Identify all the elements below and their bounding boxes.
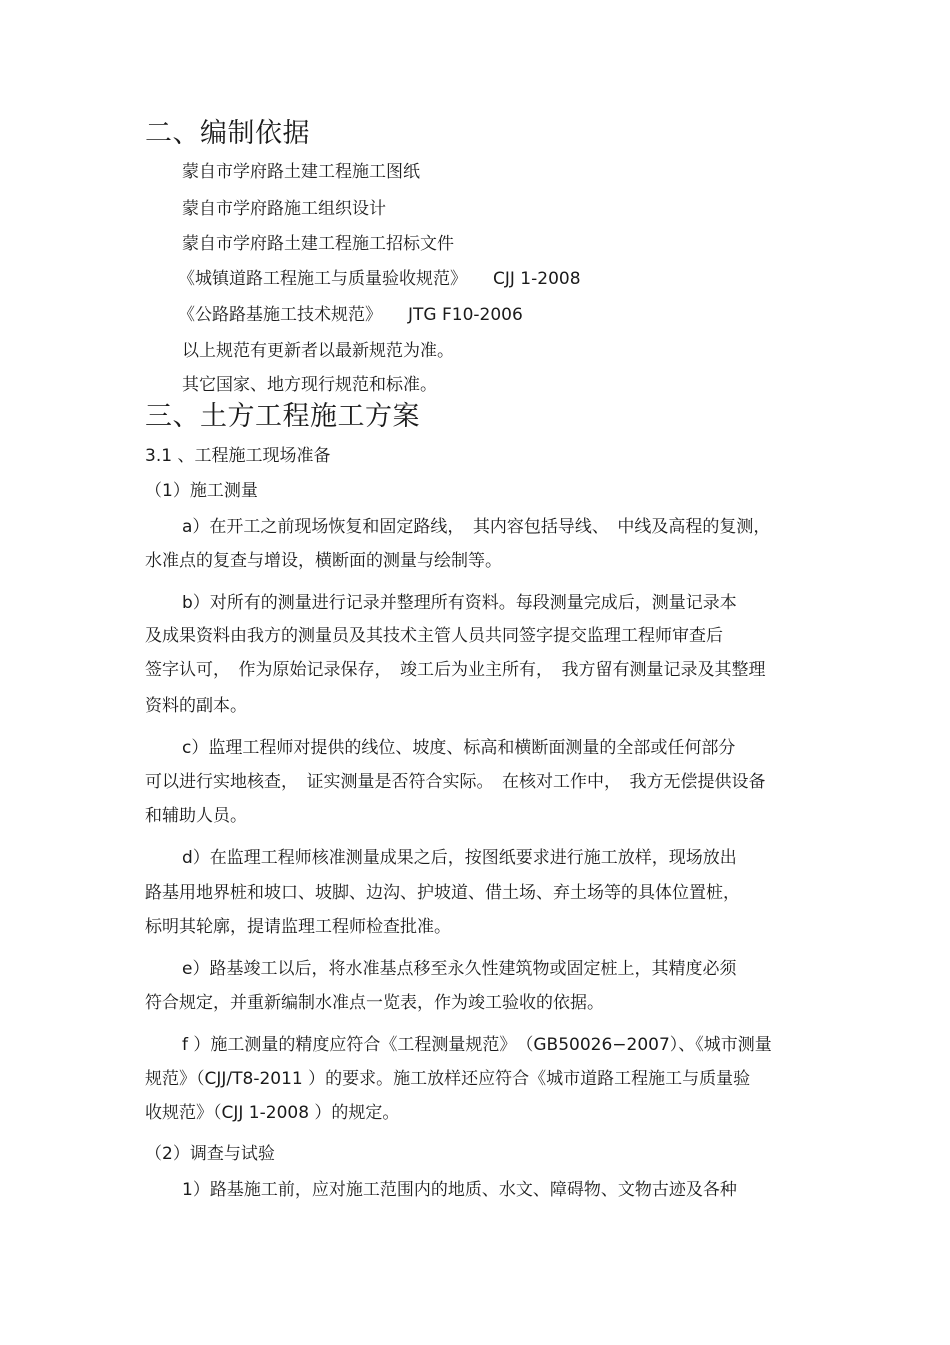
- paragraph-line: a）在开工之前现场恢复和固定路线， 其内容包括导线、 中线及高程的复测，: [182, 517, 771, 537]
- basis-note: 以上规范有更新者以最新规范为准。: [182, 341, 454, 361]
- paragraph-line: 资料的副本。: [145, 696, 247, 716]
- item-heading: （2）调查与试验: [145, 1144, 275, 1164]
- paragraph-line: d）在监理工程师核准测量成果之后，按图纸要求进行施工放样，现场放出: [182, 848, 737, 868]
- paragraph-line: 签字认可， 作为原始记录保存， 竣工后为业主所有， 我方留有测量记录及其整理: [145, 660, 766, 680]
- basis-reference: [178, 303, 523, 327]
- reference-title: 《城镇道路工程施工与质量验收规范》: [178, 269, 467, 289]
- paragraph-line: 规范》（CJJ/T8-2011 ）的要求。施工放样还应符合《城市道路工程施工与质量验: [145, 1069, 751, 1089]
- basis-item: 蒙自市学府路土建工程施工图纸: [182, 162, 420, 182]
- paragraph-line: 可以进行实地核查， 证实测量是否符合实际。 在核对工作中， 我方无偿提供设备: [145, 772, 766, 792]
- paragraph-line: b）对所有的测量进行记录并整理所有资料。每段测量完成后，测量记录本: [182, 593, 737, 613]
- paragraph-line: 水准点的复查与增设，横断面的测量与绘制等。: [145, 551, 502, 571]
- subsection-heading: 3.1 、工程施工现场准备: [145, 446, 331, 466]
- basis-reference: [178, 267, 581, 291]
- paragraph-line: c）监理工程师对提供的线位、坡度、标高和横断面测量的全部或任何部分: [182, 738, 736, 758]
- paragraph-line: 符合规定，并重新编制水准点一览表，作为竣工验收的依据。: [145, 993, 604, 1013]
- paragraph-line: f ）施工测量的精度应符合《工程测量规范》 （GB50026−2007）、《城市测量: [182, 1035, 772, 1055]
- item-heading: （1）施工测量: [145, 481, 258, 501]
- basis-note: 其它国家、地方现行规范和标准。: [182, 375, 437, 395]
- paragraph-line: 及成果资料由我方的测量员及其技术主管人员共同签字提交监理工程师审查后: [145, 626, 723, 646]
- paragraph-line: 标明其轮廓，提请监理工程师检查批准。: [145, 917, 451, 937]
- section-heading-earthwork: 三、土方工程施工方案: [145, 401, 420, 432]
- paragraph-line: 和辅助人员。: [145, 806, 247, 826]
- paragraph-line: e）路基竣工以后，将水准基点移至永久性建筑物或固定桩上，其精度必须: [182, 959, 737, 979]
- paragraph-line: 路基用地界桩和坡口、坡脚、边沟、护坡道、借土场、弃土场等的具体位置桩，: [145, 883, 740, 903]
- reference-title: 《公路路基施工技术规范》: [178, 305, 382, 325]
- basis-item: 蒙自市学府路土建工程施工招标文件: [182, 234, 454, 254]
- basis-item: 蒙自市学府路施工组织设计: [182, 199, 386, 219]
- section-heading-basis: 二、编制依据: [145, 118, 310, 149]
- reference-code: JTG F10-2006: [408, 305, 523, 325]
- paragraph-line: 1）路基施工前，应对施工范围内的地质、水文、障碍物、文物古迹及各种: [182, 1180, 737, 1200]
- paragraph-line: 收规范》（CJJ 1-2008 ）的规定。: [145, 1103, 400, 1123]
- reference-code: CJJ 1-2008: [493, 269, 581, 289]
